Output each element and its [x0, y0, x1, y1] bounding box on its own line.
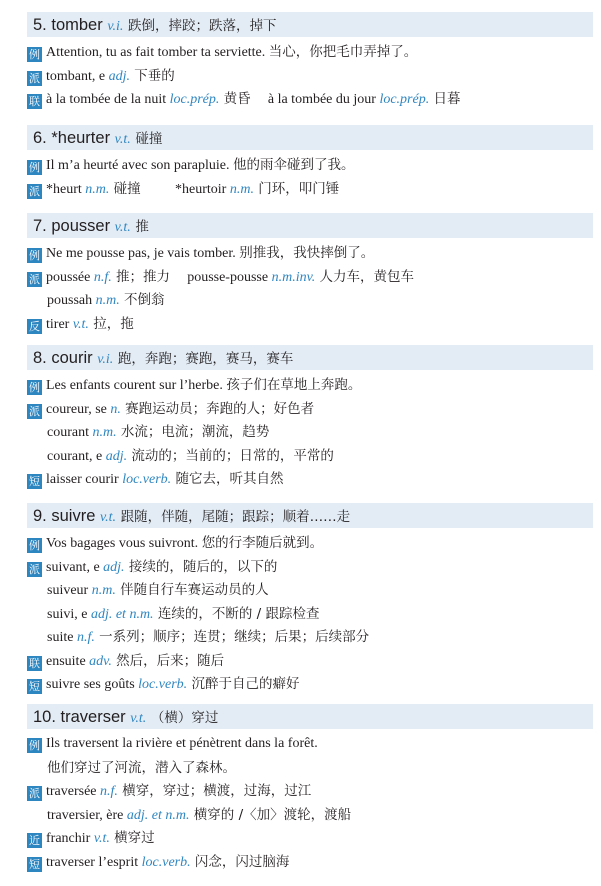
entry-line [47, 758, 236, 778]
french-text: ensuite [46, 653, 90, 669]
grammar-label: adj. [108, 68, 130, 84]
headword [33, 347, 293, 368]
chinese-text: 孩子们在草地上奔跑。 [226, 377, 362, 393]
french-text: suivant, e [46, 559, 104, 575]
entry-line [27, 42, 417, 62]
french-text: Attention, tu as fait tomber ta serviette. [46, 45, 269, 60]
french-text: à la tombée de la nuit [46, 92, 170, 107]
chinese-text: 他的雨伞碰到了我。 [232, 157, 355, 173]
chinese-text: 碰撞 [109, 180, 176, 197]
entry-line [47, 446, 334, 466]
grammar-label: n.m. [85, 181, 110, 197]
label-badge: 派 [29, 184, 40, 198]
grammar-label: loc.verb. [141, 854, 191, 870]
french-text: laisser courir [46, 472, 123, 487]
entry-number: 6. [33, 129, 47, 147]
french-text: tombant, e [46, 68, 109, 84]
headword-text: suivre [51, 507, 96, 525]
grammar-label: n.m.inv. [271, 269, 316, 285]
label-badge: 联 [29, 656, 40, 670]
french-text: suite [47, 630, 77, 645]
grammar-label: loc.prép. [169, 92, 220, 107]
label-badge: 例 [29, 739, 40, 752]
entry-line [47, 580, 269, 600]
label-badge: 派 [29, 787, 40, 800]
french-text: Les enfants courent sur l’herbe. [46, 378, 227, 393]
label-badge: 反 [29, 319, 40, 333]
french-text: courant, e [47, 448, 106, 464]
headword-meaning: 跌倒，摔跤；跌落，掉下 [127, 18, 277, 34]
chinese-text: 横穿的 /〈加〉渡轮，渡船 [189, 806, 352, 823]
chinese-text: 拉，拖 [88, 315, 134, 332]
label-badge: 派 [29, 562, 40, 576]
chinese-text: 门环，叩门锤 [253, 180, 340, 197]
headword [33, 127, 162, 148]
grammar-label: adv. [89, 653, 112, 669]
entry-line [47, 290, 165, 310]
entry-number: 10. [33, 708, 56, 726]
entry-number: 5. [33, 16, 47, 34]
chinese-text: 他们穿过了河流，潜入了森林。 [47, 759, 236, 776]
label-badge: 近 [29, 834, 40, 847]
french-text: poussah [47, 293, 96, 308]
french-text: à la tombée du jour [267, 92, 380, 107]
entry-line [47, 627, 369, 647]
part-of-speech: v.t. [130, 711, 147, 726]
french-text: *heurtoir [175, 181, 230, 197]
entry-header [27, 125, 593, 150]
entry-header [27, 12, 593, 37]
entry-line [27, 375, 361, 395]
entry-header [27, 503, 593, 528]
chinese-text: 随它去，听其自然 [171, 471, 284, 487]
entry-number: 8. [33, 349, 47, 367]
grammar-label: n.f. [100, 784, 118, 799]
french-text: traversier, ère [47, 807, 127, 823]
part-of-speech: v.t. [114, 220, 131, 235]
headword-text: tomber [51, 16, 103, 34]
entry-line [27, 557, 277, 577]
headword-text: traverser [60, 708, 126, 726]
entry-header [27, 213, 593, 238]
label-badge: 短 [29, 475, 40, 488]
grammar-label: v.t. [72, 316, 89, 332]
entry-line [47, 604, 319, 624]
entry-line [27, 267, 414, 287]
chinese-text: 当心，你把毛巾弄掉了。 [268, 44, 418, 60]
french-text: traverser l’esprit [46, 854, 142, 870]
french-text: courant [47, 425, 93, 440]
french-text: traversée [46, 784, 101, 799]
chinese-text: 流动的；当前的；日常的，平常的 [127, 447, 334, 464]
french-text: Ils traversent la rivière et pénètrent dans la forêt. [46, 736, 318, 751]
entry-line [27, 651, 224, 671]
grammar-label: loc.verb. [122, 472, 172, 487]
grammar-label: loc.prép. [379, 92, 430, 107]
grammar-label: n.f. [93, 269, 112, 285]
grammar-label: adj. et n.m. [90, 606, 154, 622]
label-badge: 短 [29, 857, 40, 871]
entry-line [27, 89, 461, 109]
grammar-label: n.m. [92, 425, 117, 440]
headword-text: courir [51, 349, 93, 367]
grammar-label: v.t. [93, 831, 110, 846]
label-badge: 派 [29, 71, 40, 85]
entry-line [27, 852, 289, 872]
label-badge: 例 [29, 48, 40, 61]
french-text: suivi, e [47, 606, 91, 622]
chinese-text: 然后，后来；随后 [111, 652, 225, 669]
grammar-label: adj. [105, 448, 128, 464]
chinese-text: 您的行李随后就到。 [201, 535, 324, 551]
french-text: pousse-pousse [187, 269, 272, 285]
grammar-label: adj. [103, 559, 125, 575]
chinese-text: 横穿，穿过；横渡，过海，过江 [117, 783, 312, 799]
part-of-speech: v.t. [114, 132, 131, 147]
headword-meaning: 跑，奔跑；赛跑，赛马，赛车 [117, 351, 294, 367]
part-of-speech: v.i. [107, 19, 124, 34]
chinese-text: 沉醉于自己的癖好 [187, 676, 300, 692]
chinese-text: 闪念，闪过脑海 [190, 853, 290, 870]
label-badge: 例 [29, 381, 40, 394]
french-text: Il m’a heurté avec son parapluie. [46, 158, 233, 173]
grammar-label: n.m. [229, 181, 254, 197]
chinese-text: 横穿过 [109, 830, 155, 846]
headword [33, 505, 350, 526]
chinese-text: 伴随自行车赛运动员的人 [115, 582, 269, 598]
headword-meaning: 跟随，伴随，尾随；跟踪；顺着……走 [120, 509, 351, 525]
chinese-text: 一系列；顺序；连贯；继续；后果；后续部分 [94, 629, 370, 645]
entry-header [27, 345, 593, 370]
entry-number: 9. [33, 507, 47, 525]
entry-line [27, 828, 155, 848]
label-badge: 派 [29, 404, 40, 418]
french-text: *heurt [46, 181, 86, 197]
chinese-text: 推；推力 [111, 268, 188, 285]
french-text: suiveur [47, 583, 92, 598]
grammar-label: n.m. [91, 583, 116, 598]
chinese-text: 日暮 [429, 91, 461, 107]
entry-line [27, 533, 323, 553]
grammar-label: n.f. [76, 630, 95, 645]
headword-meaning: 推 [135, 219, 149, 235]
chinese-text: 别推我，我快摔倒了。 [239, 245, 375, 261]
label-badge: 联 [29, 95, 40, 108]
headword-meaning: 碰撞 [135, 131, 163, 147]
french-text: Ne me pousse pas, je vais tomber. [46, 246, 240, 261]
french-text: tirer [46, 316, 73, 332]
french-text: coureur, se [46, 401, 111, 417]
entry-line [27, 734, 318, 754]
entry-header [27, 704, 593, 729]
french-text: Vos bagages vous suivront. [46, 536, 202, 551]
entry-line [27, 781, 311, 801]
grammar-label: loc.verb. [138, 677, 188, 692]
entry-line [47, 422, 269, 442]
label-badge: 例 [29, 161, 40, 174]
entry-line [27, 66, 175, 86]
chinese-text: 接续的，随后的，以下的 [124, 558, 278, 575]
entry-line [27, 399, 314, 419]
label-badge: 短 [29, 680, 40, 693]
grammar-label: adj. et n.m. [126, 807, 190, 823]
french-text: suivre ses goûts [46, 677, 139, 692]
chinese-text: 下垂的 [130, 67, 175, 84]
headword-meaning: （横）穿过 [150, 710, 219, 726]
chinese-text: 不倒翁 [119, 292, 165, 308]
headword [33, 14, 276, 35]
french-text: poussée [46, 269, 94, 285]
entry-line [47, 805, 351, 825]
entry-line [27, 243, 374, 263]
entry-line [27, 155, 354, 175]
grammar-label: n. [110, 401, 121, 417]
label-badge: 例 [29, 539, 40, 552]
label-badge: 派 [29, 272, 40, 286]
entry-line [27, 179, 339, 199]
headword [33, 706, 218, 727]
chinese-text: 水流；电流；潮流，趋势 [116, 424, 270, 440]
grammar-label: n.m. [95, 293, 120, 308]
part-of-speech: v.i. [97, 352, 114, 367]
headword-text: pousser [51, 217, 111, 235]
entry-line [27, 469, 283, 489]
headword [33, 215, 149, 236]
chinese-text: 赛跑运动员；奔跑的人；好色者 [120, 400, 315, 417]
entry-line [27, 674, 299, 694]
part-of-speech: v.t. [99, 510, 117, 525]
chinese-text: 黄昏 [219, 91, 268, 107]
label-badge: 例 [29, 249, 40, 262]
chinese-text: 人力车，黄包车 [315, 268, 415, 285]
entry-line [27, 314, 134, 334]
chinese-text: 连续的，不断的 / 跟踪检查 [153, 605, 320, 622]
french-text: franchir [46, 831, 94, 846]
entry-number: 7. [33, 217, 47, 235]
headword-text: *heurter [51, 129, 111, 147]
